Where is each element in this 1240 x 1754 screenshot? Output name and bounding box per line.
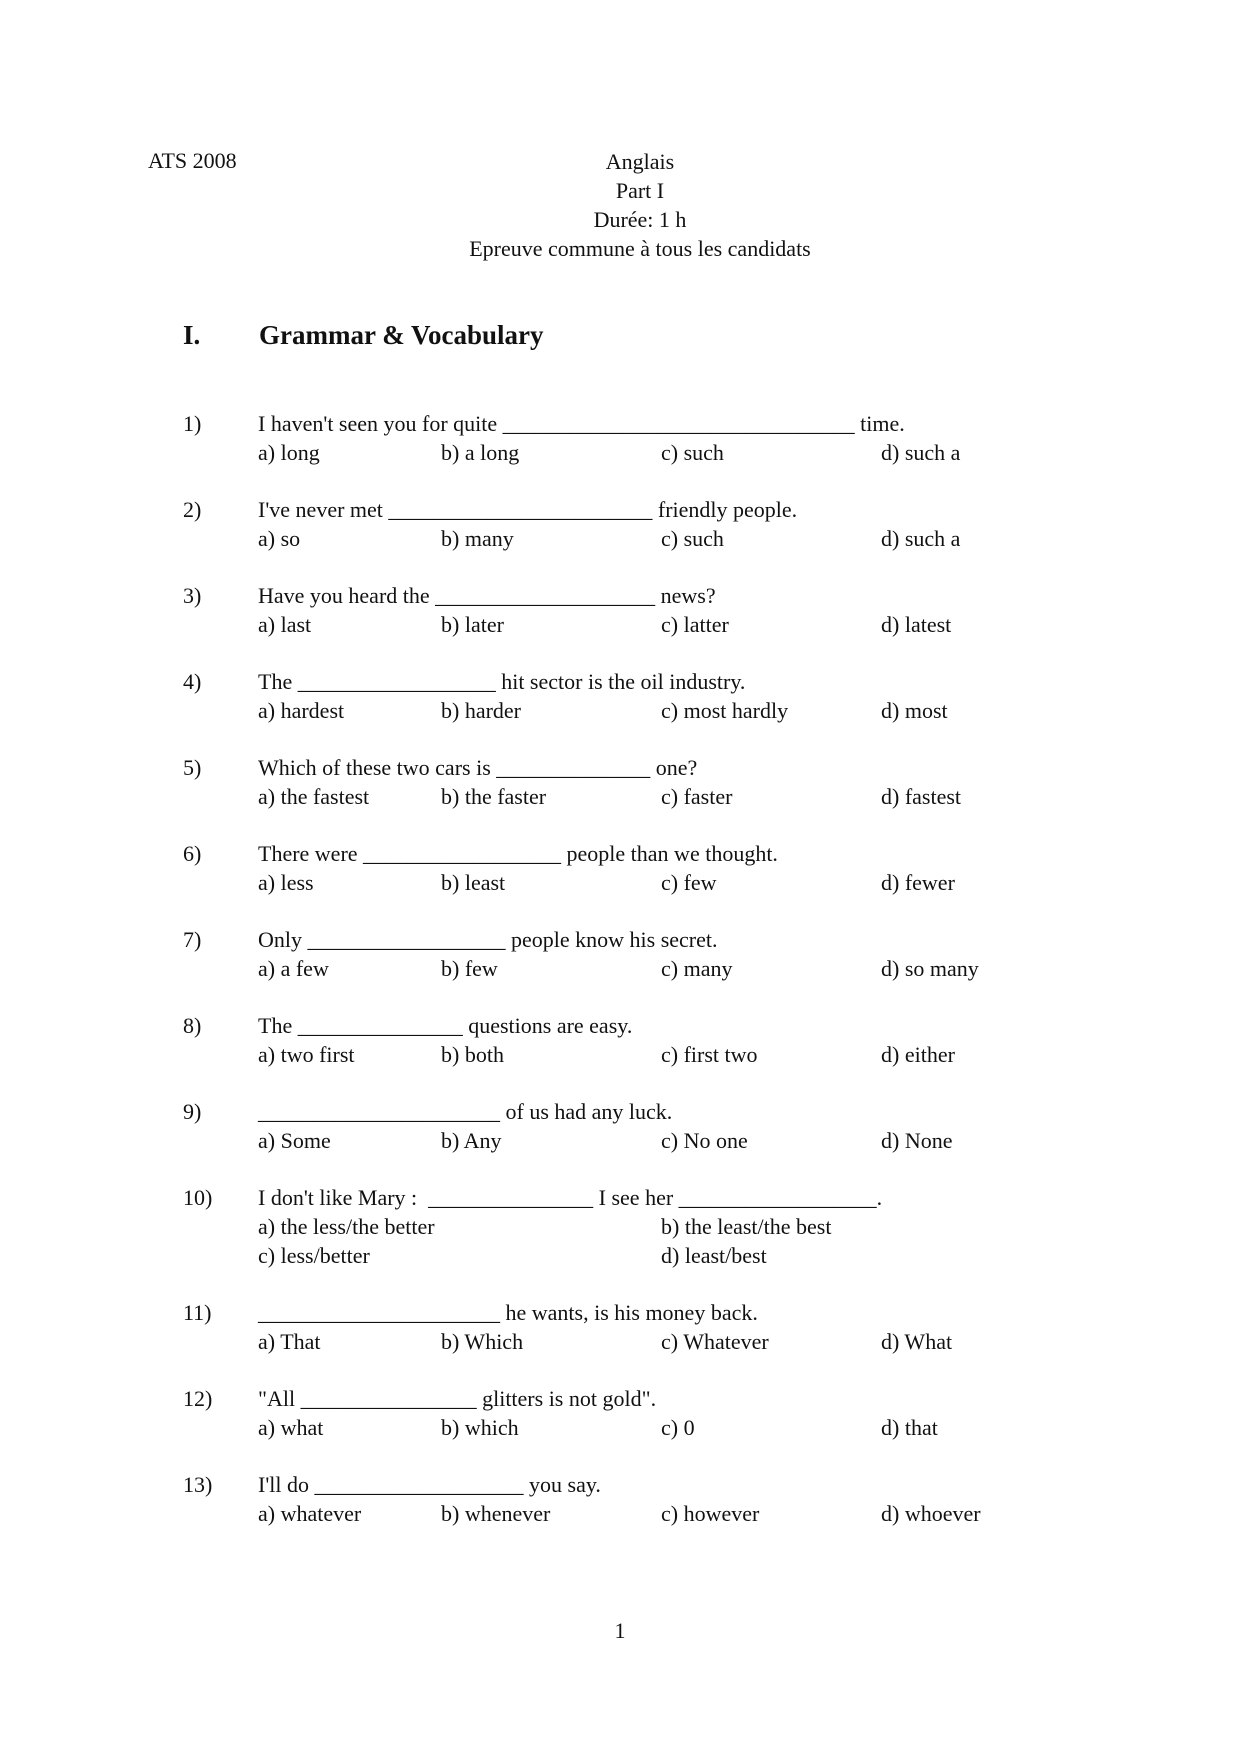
question-text: The __________________ hit sector is the oil industry. xyxy=(258,669,746,694)
question-text: "All ________________ glitters is not gold". xyxy=(258,1386,657,1411)
question-item xyxy=(183,1384,1043,1470)
question-number: 5) xyxy=(183,755,202,780)
answer-option: d) fastest xyxy=(881,784,962,809)
page-number: 1 xyxy=(614,1618,626,1643)
answer-option: b) both xyxy=(441,1042,504,1067)
question-item xyxy=(183,409,1043,495)
answer-option: c) however xyxy=(661,1501,760,1526)
part-label: Part I xyxy=(615,178,665,203)
answer-option: c) No one xyxy=(661,1128,748,1153)
question-list xyxy=(183,409,1043,1556)
question-number: 1) xyxy=(183,411,202,436)
question-text: Which of these two cars is ______________ one? xyxy=(258,755,698,780)
answer-option: d) fewer xyxy=(881,870,955,895)
answer-option: a) whatever xyxy=(258,1501,362,1526)
answer-option: b) harder xyxy=(441,698,522,723)
question-number: 10) xyxy=(183,1185,213,1210)
answer-option: c) latter xyxy=(661,612,729,637)
question-text: I'll do ___________________ you say. xyxy=(258,1472,601,1497)
answer-option: d) least/best xyxy=(661,1243,767,1268)
header-block xyxy=(360,147,920,263)
question-text: ______________________ he wants, is his money back. xyxy=(258,1300,758,1325)
answer-option: b) later xyxy=(441,612,504,637)
answer-option: d) that xyxy=(881,1415,938,1440)
answer-option: a) hardest xyxy=(258,698,345,723)
question-text: The _______________ questions are easy. xyxy=(258,1013,633,1038)
answer-option: d) most xyxy=(881,698,948,723)
question-number: 7) xyxy=(183,927,202,952)
answer-option: a) the fastest xyxy=(258,784,370,809)
question-item xyxy=(183,925,1043,1011)
question-text: I've never met ________________________ friendly people. xyxy=(258,497,798,522)
answer-option: c) first two xyxy=(661,1042,758,1067)
answer-option: b) whenever xyxy=(441,1501,551,1526)
question-text: Have you heard the ____________________ news? xyxy=(258,583,716,608)
question-number: 4) xyxy=(183,669,202,694)
question-number: 8) xyxy=(183,1013,202,1038)
question-item xyxy=(183,1011,1043,1097)
answer-option: a) a few xyxy=(258,956,329,981)
question-item xyxy=(183,495,1043,581)
answer-option: b) Which xyxy=(441,1329,524,1354)
answer-option: b) which xyxy=(441,1415,519,1440)
answer-option: a) less xyxy=(258,870,314,895)
section-title: Grammar & Vocabulary xyxy=(259,320,544,350)
answer-option: b) a long xyxy=(441,440,520,465)
section-number: I. xyxy=(183,320,201,350)
answer-option: c) less/better xyxy=(258,1243,370,1268)
answer-option: c) faster xyxy=(661,784,733,809)
answer-options xyxy=(258,1212,1018,1270)
answer-option: d) either xyxy=(881,1042,955,1067)
question-text: Only __________________ people know his secret. xyxy=(258,927,718,952)
answer-option: c) many xyxy=(661,956,733,981)
question-text: I haven't seen you for quite ________________________________ time. xyxy=(258,411,905,436)
answer-option: b) the least/the best xyxy=(661,1214,832,1239)
answer-option: a) That xyxy=(258,1329,321,1354)
answer-option: b) the faster xyxy=(441,784,547,809)
answer-option: a) two first xyxy=(258,1042,355,1067)
answer-option: a) last xyxy=(258,612,312,637)
answer-option: b) least xyxy=(441,870,506,895)
question-text: ______________________ of us had any luck. xyxy=(258,1099,673,1124)
answer-option: a) the less/the better xyxy=(258,1214,435,1239)
exam-note: Epreuve commune à tous les candidats xyxy=(469,236,811,261)
answer-option: a) what xyxy=(258,1415,324,1440)
answer-option: a) so xyxy=(258,526,301,551)
question-number: 12) xyxy=(183,1386,213,1411)
question-text: There were __________________ people than we thought. xyxy=(258,841,778,866)
question-number: 3) xyxy=(183,583,202,608)
question-number: 13) xyxy=(183,1472,213,1497)
exam-code: ATS 2008 xyxy=(148,148,237,173)
question-item xyxy=(183,1097,1043,1183)
answer-option: c) few xyxy=(661,870,717,895)
answer-option: c) 0 xyxy=(661,1415,695,1440)
question-item xyxy=(183,1183,1043,1298)
question-text: I don't like Mary : _______________ I see her __________________. xyxy=(258,1185,883,1210)
answer-option: a) long xyxy=(258,440,320,465)
answer-option: d) whoever xyxy=(881,1501,981,1526)
answer-option: d) What xyxy=(881,1329,953,1354)
subject: Anglais xyxy=(605,149,675,174)
answer-option: d) latest xyxy=(881,612,952,637)
answer-option: c) such xyxy=(661,526,724,551)
answer-option: b) few xyxy=(441,956,498,981)
answer-option: d) None xyxy=(881,1128,953,1153)
answer-option: d) so many xyxy=(881,956,979,981)
question-item xyxy=(183,667,1043,753)
question-number: 9) xyxy=(183,1099,202,1124)
answer-option: d) such a xyxy=(881,440,961,465)
answer-option: a) Some xyxy=(258,1128,331,1153)
question-item xyxy=(183,1470,1043,1556)
answer-option: b) many xyxy=(441,526,514,551)
answer-option: c) such xyxy=(661,440,724,465)
question-number: 6) xyxy=(183,841,202,866)
section-heading xyxy=(183,320,544,351)
question-number: 2) xyxy=(183,497,202,522)
question-number: 11) xyxy=(183,1300,212,1325)
question-item xyxy=(183,839,1043,925)
question-item xyxy=(183,581,1043,667)
answer-option: c) Whatever xyxy=(661,1329,769,1354)
question-item xyxy=(183,1298,1043,1384)
question-item xyxy=(183,753,1043,839)
duration: Durée: 1 h xyxy=(593,207,687,232)
answer-option: c) most hardly xyxy=(661,698,789,723)
answer-option: b) Any xyxy=(441,1128,502,1153)
answer-option: d) such a xyxy=(881,526,961,551)
